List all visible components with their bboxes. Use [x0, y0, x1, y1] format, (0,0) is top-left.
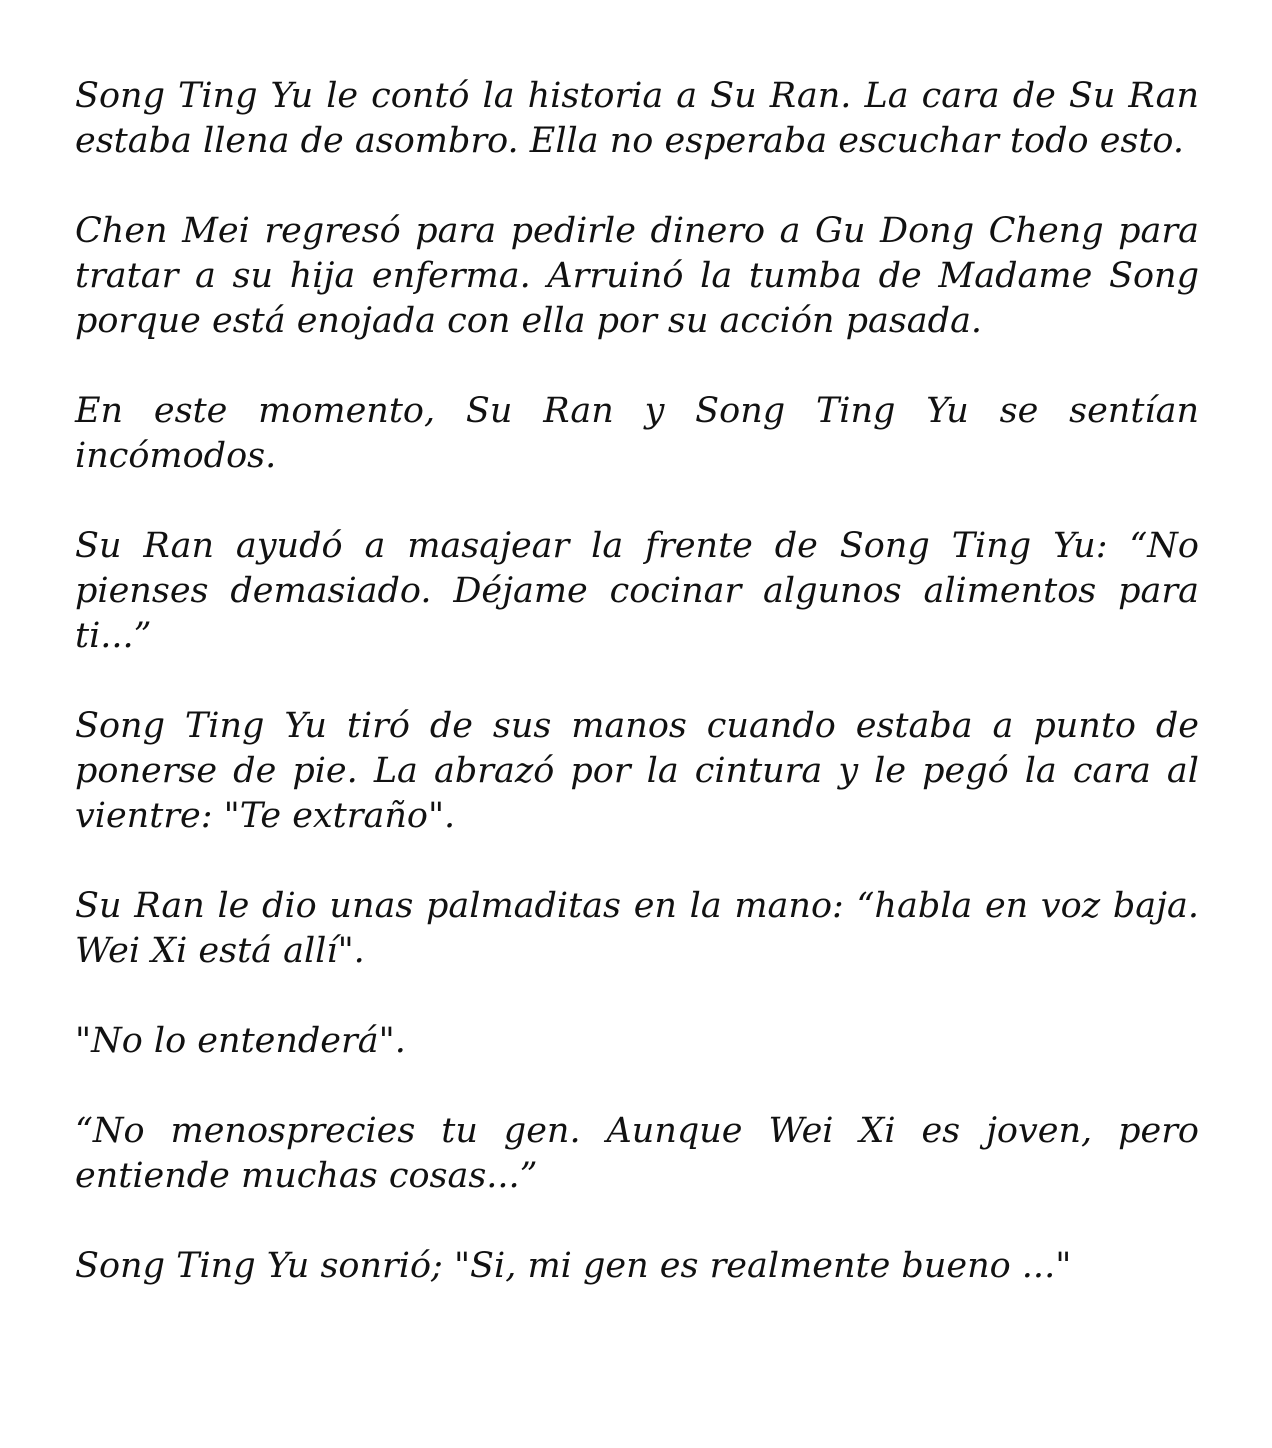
- paragraph: Su Ran ayudó a masajear la frente de Song Ting Yu: “No pienses demasiado. Déjame cocinar algunos alimentos para ti...”: [75, 526, 1199, 656]
- paragraph: En este momento, Su Ran y Song Ting Yu se sentían incómodos.: [75, 391, 1199, 476]
- story-text: [75, 74, 1199, 1289]
- paragraph: “No menosprecies tu gen. Aunque Wei Xi es joven, pero entiende muchas cosas...”: [75, 1111, 1199, 1196]
- paragraph: Song Ting Yu tiró de sus manos cuando estaba a punto de ponerse de pie. La abrazó por la cintura y le pegó la cara al vientre: "Te extraño".: [75, 706, 1199, 836]
- paragraph: Su Ran le dio unas palmaditas en la mano: “habla en voz baja. Wei Xi está allí".: [75, 886, 1199, 971]
- paragraph: Song Ting Yu le contó la historia a Su Ran. La cara de Su Ran estaba llena de asombro. Ella no esperaba escuchar todo esto.: [75, 76, 1199, 161]
- paragraph: "No lo entenderá".: [75, 1021, 406, 1061]
- paragraph: Song Ting Yu sonrió; "Si, mi gen es realmente bueno ...": [75, 1246, 1072, 1286]
- paragraph: Chen Mei regresó para pedirle dinero a Gu Dong Cheng para tratar a su hija enferma. Arruinó la tumba de Madame Song porque está enojada con ella por su acción pasada.: [75, 211, 1199, 341]
